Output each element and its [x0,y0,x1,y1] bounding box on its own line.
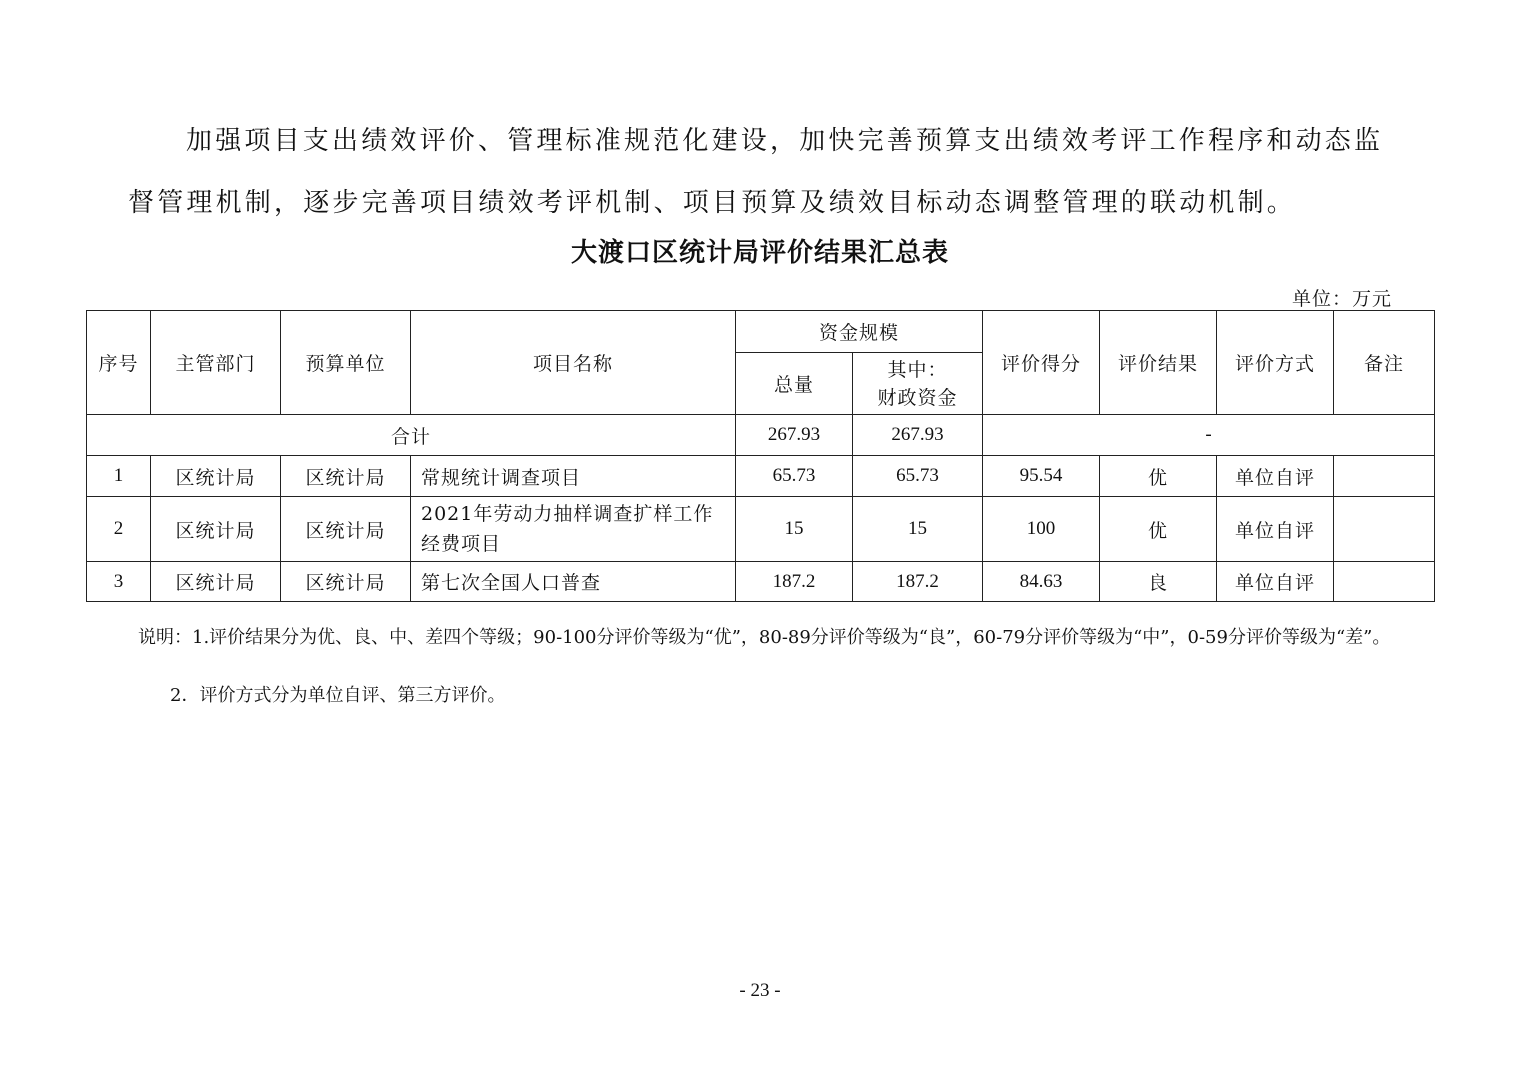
cell-project-name: 常规统计调查项目 [411,456,736,497]
header-dept: 主管部门 [151,311,281,415]
header-fiscal [853,353,983,415]
cell-project-name: 第七次全国人口普查 [411,562,736,602]
paragraph-text: 加强项目支出绩效评价、管理标准规范化建设，加快完善预算支出绩效考评工作程序和动态监督管理机制，逐步完善项目绩效考评机制、项目预算及绩效目标动态调整管理的联动机制。 [128,126,1384,218]
header-result: 评价结果 [1100,311,1217,415]
sum-total: 267.93 [736,415,853,456]
cell-fiscal: 65.73 [853,456,983,497]
cell-method: 单位自评 [1217,497,1334,562]
table-title: 大渡口区统计局评价结果汇总表 [570,238,949,268]
cell-remark [1334,456,1435,497]
header-seq: 序号 [87,311,151,415]
page-number: - 23 - [739,980,781,1001]
cell-score: 84.63 [983,562,1100,602]
cell-result: 优 [1100,456,1217,497]
header-fiscal-line1: 其中： [887,358,948,381]
table-note-1: 说明：1.评价结果分为优、良、中、差四个等级；90-100分评价等级为“优”，80-89分评价等级为“良”，60-79分评价等级为“中”，0-59分评价等级为“差”。 [138,627,1391,648]
header-remark: 备注 [1334,311,1435,415]
table-header-row [87,311,1435,353]
cell-remark [1334,497,1435,562]
table-unit-label: 单位：万元 [1291,288,1392,310]
cell-seq: 1 [87,456,151,497]
header-total: 总量 [736,353,853,415]
header-score: 评价得分 [983,311,1100,415]
cell-budget-unit: 区统计局 [281,456,411,497]
cell-dept: 区统计局 [151,456,281,497]
sum-dash: - [983,415,1435,456]
cell-budget-unit: 区统计局 [281,562,411,602]
table-row [87,562,1435,602]
cell-method: 单位自评 [1217,456,1334,497]
cell-total: 187.2 [736,562,853,602]
header-budget-unit: 预算单位 [281,311,411,415]
cell-project-name: 2021年劳动力抽样调查扩样工作经费项目 [411,497,736,562]
sum-fiscal: 267.93 [853,415,983,456]
header-project-name: 项目名称 [411,311,736,415]
table-row [87,456,1435,497]
cell-fiscal: 15 [853,497,983,562]
cell-result: 良 [1100,562,1217,602]
evaluation-summary-table [86,310,1435,602]
cell-seq: 3 [87,562,151,602]
cell-budget-unit: 区统计局 [281,497,411,562]
cell-seq: 2 [87,497,151,562]
header-fiscal-line2: 财政资金 [877,386,958,409]
cell-dept: 区统计局 [151,562,281,602]
cell-method: 单位自评 [1217,562,1334,602]
header-method: 评价方式 [1217,311,1334,415]
cell-result: 优 [1100,497,1217,562]
table-sum-row [87,415,1435,456]
cell-total: 65.73 [736,456,853,497]
cell-total: 15 [736,497,853,562]
cell-score: 100 [983,497,1100,562]
sum-label: 合计 [87,415,736,456]
cell-dept: 区统计局 [151,497,281,562]
body-paragraph [128,110,1398,234]
header-fund-scale: 资金规模 [736,311,983,353]
cell-score: 95.54 [983,456,1100,497]
table-row [87,497,1435,562]
cell-remark [1334,562,1435,602]
cell-fiscal: 187.2 [853,562,983,602]
table-note-2: 2．评价方式分为单位自评、第三方评价。 [170,685,506,706]
